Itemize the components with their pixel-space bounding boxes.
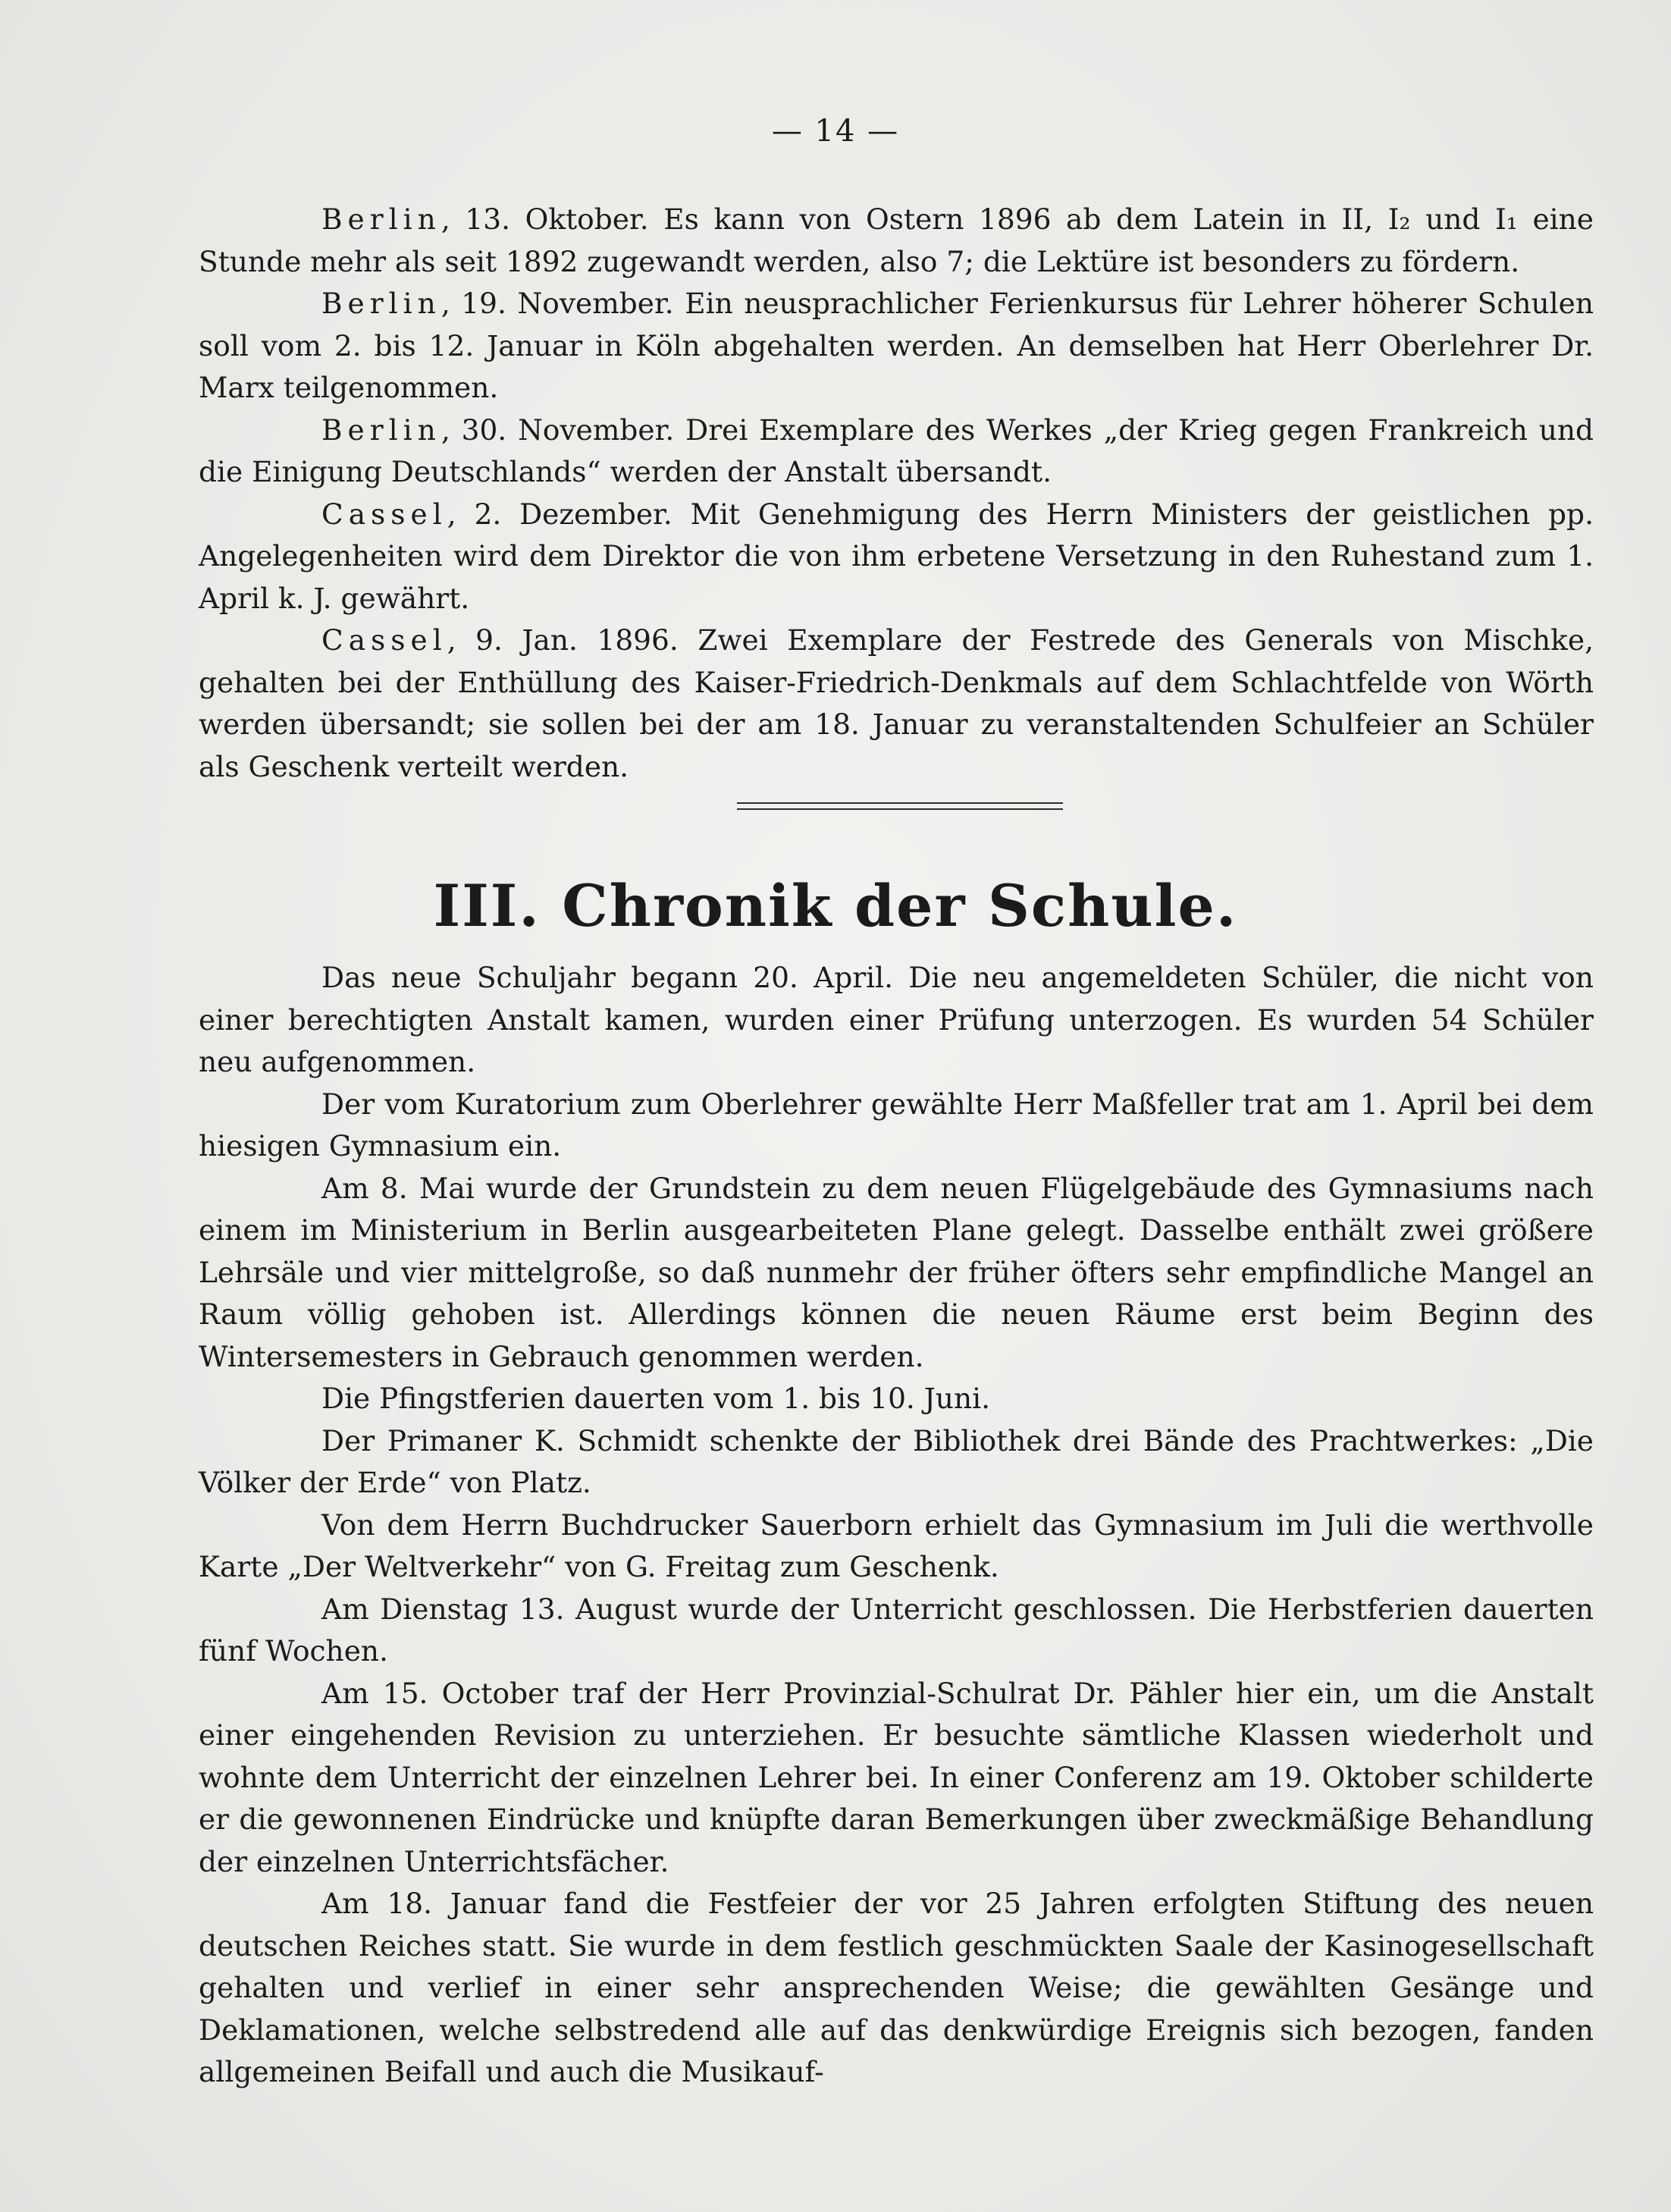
notice-text: , 13. Oktober. Es kann von Ostern 1896 ab dem Latein in II, I₂ und I₁ eine Stunde mehr als seit 1892 zugewandt werden, also 7; die Lektüre ist besonders zu fördern. [199, 202, 1594, 278]
section-divider [737, 802, 1063, 810]
chronik-paragraph: Von dem Herrn Buchdrucker Sauerborn erhielt das Gymnasium im Juli die werthvolle Karte „Der Weltverkehr“ von G. Freitag zum Geschenk. [199, 1508, 1594, 1583]
notice-text: , 30. November. Drei Exemplare des Werkes „der Krieg gegen Frankreich und die Einigung Deutschlands“ werden der Anstalt übersandt. [199, 413, 1594, 488]
notice-paragraph [199, 283, 1594, 409]
chronik-paragraph: Am 15. October traf der Herr Provinzial-Schulrat Dr. Pähler hier ein, um die Anstalt einer eingehenden Revision zu unterziehen. Er besuchte sämtliche Klassen wiederholt und wohnte dem Unterricht der einzelnen Lehrer bei. In einer Conferenz am 19. Oktober schilderte er die gewonnenen Eindrücke und knüpfte daran Bemerkungen über zweckmäßige Behandlung der einzelnen Unterrichtsfächer. [199, 1676, 1594, 1878]
notice-text: , 9. Jan. 1896. Zwei Exemplare der Festrede des Generals von Mischke, gehalten bei der Enthüllung des Kaiser-Friedrich-Denkmals auf dem Schlachtfelde von Wörth werden übersandt; sie sollen bei der am 18. Januar zu veranstaltenden Schulfeier an Schüler als Geschenk verteilt werden. [199, 623, 1594, 783]
page-number: — 14 — [771, 114, 900, 149]
notice-paragraph [199, 620, 1594, 788]
chronik-paragraph: Am 18. Januar fand die Festfeier der vor 25 Jahren erfolgten Stiftung des neuen deutschen Reiches statt. Sie wurde in dem festlich geschmückten Saale der Kasinogesellschaft gehalten und verlief in einer sehr ansprechenden Weise; die gewählten Gesänge und Deklamationen, welche selbstredend alle auf das denkwürdige Ereignis sich bezogen, fanden allgemeinen Beifall und auch die Musikauf- [199, 1887, 1594, 2088]
notice-text: , 2. Dezember. Mit Genehmigung des Herrn Ministers der geistlichen pp. Angelegenheiten wird dem Direktor die von ihm erbetene Versetzung in den Ruhestand zum 1. April k. J. gewährt. [199, 497, 1594, 615]
notice-paragraph [199, 409, 1594, 494]
notice-place: Cassel [321, 497, 447, 531]
chronik-paragraph: Das neue Schuljahr begann 20. April. Die neu angemeldeten Schüler, die nicht von einer berechtigten Anstalt kamen, wurden einer Prüfung unterzogen. Es wurden 54 Schüler neu aufgenommen. [199, 961, 1594, 1078]
chronik-paragraph: Die Pfingstferien dauerten vom 1. bis 10. Juni. [321, 1382, 991, 1415]
notice-place: Berlin [321, 287, 441, 320]
chronik-paragraph: Der vom Kuratorium zum Oberlehrer gewählte Herr Maßfeller trat am 1. April bei dem hiesigen Gymnasium ein. [199, 1087, 1594, 1162]
notice-place: Cassel [321, 623, 447, 657]
official-notices [199, 199, 1594, 788]
chronik-paragraph: Der Primaner K. Schmidt schenkte der Bibliothek drei Bände des Prachtwerkes: „Die Völker der Erde“ von Platz. [199, 1423, 1594, 1499]
chronik-paragraph: Am Dienstag 13. August wurde der Unterricht geschlossen. Die Herbstferien dauerten fünf Wochen. [199, 1592, 1594, 1668]
notice-place: Berlin [321, 202, 441, 236]
notice-place: Berlin [321, 413, 441, 447]
notice-text: , 19. November. Ein neusprachlicher Ferienkursus für Lehrer höherer Schulen soll vom 2. bis 12. Januar in Köln abgehalten werden. An demselben hat Herr Oberlehrer Dr. Marx teilgenommen. [199, 287, 1594, 404]
notice-paragraph [199, 199, 1594, 283]
chronik-paragraph: Am 8. Mai wurde der Grundstein zu dem neuen Flügelgebäude des Gymnasiums nach einem im Ministerium in Berlin ausgearbeiteten Plane gelegt. Dasselbe enthält zwei größere Lehrsäle und vier mittelgroße, so daß nunmehr der früher öfters sehr empfindliche Mangel an Raum völlig gehoben ist. Allerdings können die neuen Räume erst beim Beginn des Wintersemesters in Gebrauch genommen werden. [199, 1171, 1594, 1373]
chronik-section [199, 957, 1594, 2094]
notice-paragraph [199, 494, 1594, 620]
chapter-heading: III. Chronik der Schule. [433, 872, 1238, 940]
